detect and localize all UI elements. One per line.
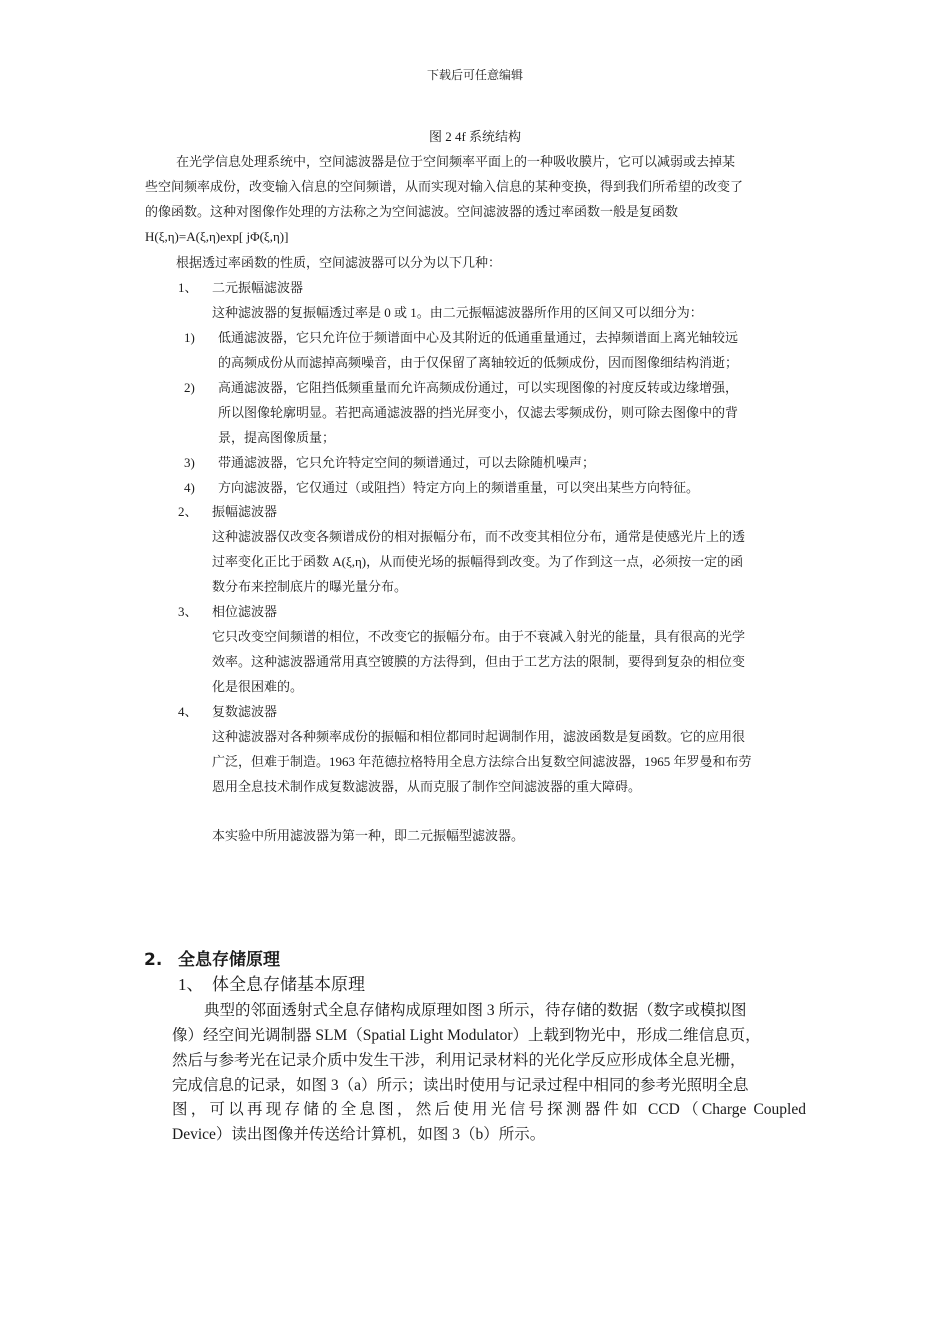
filter-1-num: 1、 [178, 280, 198, 295]
subitem-1-line-2: 的高频成份从而滤掉高频噪音，由于仅保留了离轴较近的低频成份，因而图像细结构消逝； [218, 355, 739, 370]
subitem-2-line-1: 高通滤波器，它阻挡低频重量而允许高频成份通过，可以实现图像的衬度反转或边缘增强， [218, 380, 739, 395]
filter-4-num: 4、 [178, 704, 198, 719]
subitem-1-num: 1) [184, 330, 195, 345]
filter-3-desc-3: 化是很困难的。 [212, 679, 304, 694]
subitem-3-line-1: 带通滤波器，它只允许特定空间的频谱通过，可以去除随机噪声； [218, 455, 596, 470]
filter-2-desc-1: 这种滤波器仅改变各频谱成份的相对振幅分布，而不改变其相位分布，通常是使感光片上的透 [212, 529, 746, 544]
intro-line-2: 些空间频率成份，改变输入信息的空间频谱，从而实现对输入信息的某种变换，得到我们所希望的改变了 [145, 179, 744, 194]
intro-line-1: 在光学信息处理系统中，空间滤波器是位于空间频率平面上的一种吸收膜片，它可以减弱或去掉某 [176, 154, 736, 169]
filter-3-num: 3、 [178, 604, 198, 619]
subitem-1-line-1: 低通滤波器，它只允许位于频谱面中心及其附近的低通重量通过，去掉频谱面上离光轴较远 [218, 330, 739, 345]
section-2-line-6: Device）读出图像并传送给计算机，如图 3（b）所示。 [172, 1126, 546, 1143]
filter-2-desc-2: 过率变化正比于函数 A(ξ,η)，从而使光场的振幅得到改变。为了作到这一点，必须按一定的函 [212, 554, 744, 569]
intro-line-3: 的像函数。这种对图像作处理的方法称之为空间滤波。空间滤波器的透过率函数一般是复函数 [145, 204, 679, 219]
section-2-line-3: 然后与参考光在记录介质中发生干涉，利用记录材料的光化学反应形成体全息光栅， [172, 1052, 746, 1069]
filter-4-desc-3: 恩用全息技术制作成复数滤波器，从而克服了制作空间滤波器的重大障碍。 [212, 779, 642, 794]
section-2-title: 全息存储原理 [178, 950, 280, 970]
filter-2-title: 振幅滤波器 [212, 504, 278, 519]
subitem-4-line-1: 方向滤波器，它仅通过（或阻挡）特定方向上的频谱重量，可以突出某些方向特征。 [218, 480, 700, 495]
filter-4-title: 复数滤波器 [212, 704, 278, 719]
figure-caption: 图 2 4f 系统结构 [428, 129, 522, 144]
intro-classify: 根据透过率函数的性质，空间滤波器可以分为以下几种： [176, 255, 502, 270]
filter-2-num: 2、 [178, 504, 198, 519]
filter-3-desc-1: 它只改变空间频谱的相位，不改变它的振幅分布。由于不衰减入射光的能量，具有很高的光学 [212, 629, 746, 644]
section-2-line-5: 图，可以再现存储的全息图，然后使用光信号探测器件如 CCD（Charge Coupled [172, 1101, 806, 1118]
section-2-number: 2. [144, 950, 163, 970]
subitem-4-num: 4) [184, 480, 195, 495]
subitem-2-num: 2) [184, 380, 195, 395]
filter-3-desc-2: 效率。这种滤波器通常用真空镀膜的方法得到，但由于工艺方法的限制，要得到复杂的相位变 [212, 654, 746, 669]
filter-4-desc-2: 广泛，但难于制造。1963 年范德拉格特用全息方法综合出复数空间滤波器，1965 年罗曼和布劳 [212, 754, 752, 769]
section-2-line-4: 完成信息的记录，如图 3（a）所示；读出时使用与记录过程中相同的参考光照明全息 [172, 1077, 749, 1094]
section-2-line-1: 典型的邻面透射式全息存储构成原理如图 3 所示，待存储的数据（数字或模拟图 [204, 1002, 747, 1019]
intro-formula: H(ξ,η)=A(ξ,η)exp[ jΦ(ξ,η)] [145, 229, 289, 244]
subsection-number: 1、 [178, 975, 204, 994]
subitem-2-line-2: 所以图像轮廓明显。若把高通滤波器的挡光屏变小，仅滤去零频成份，则可除去图像中的背 [218, 405, 739, 420]
filter-2-desc-3: 数分布来控制底片的曝光量分布。 [212, 579, 408, 594]
page-header: 下载后可任意编辑 [426, 68, 523, 82]
filter-1-desc: 这种滤波器的复振幅透过率是 0 或 1。由二元振幅滤波器所作用的区间又可以细分为： [212, 305, 703, 320]
filter-4-desc-1: 这种滤波器对各种频率成份的振幅和相位都同时起调制作用，滤波函数是复函数。它的应用很 [212, 729, 746, 744]
subitem-3-num: 3) [184, 455, 195, 470]
subitem-2-line-3: 景，提高图像质量； [218, 430, 336, 445]
subsection-title: 体全息存储基本原理 [212, 975, 365, 994]
filter-3-title: 相位滤波器 [212, 604, 278, 619]
experiment-note: 本实验中所用滤波器为第一种，即二元振幅型滤波器。 [212, 828, 525, 843]
filter-1-title: 二元振幅滤波器 [212, 280, 304, 295]
section-2-line-2: 像）经空间光调制器 SLM（Spatial Light Modulator）上载到物光中，形成二维信息页， [172, 1027, 761, 1044]
